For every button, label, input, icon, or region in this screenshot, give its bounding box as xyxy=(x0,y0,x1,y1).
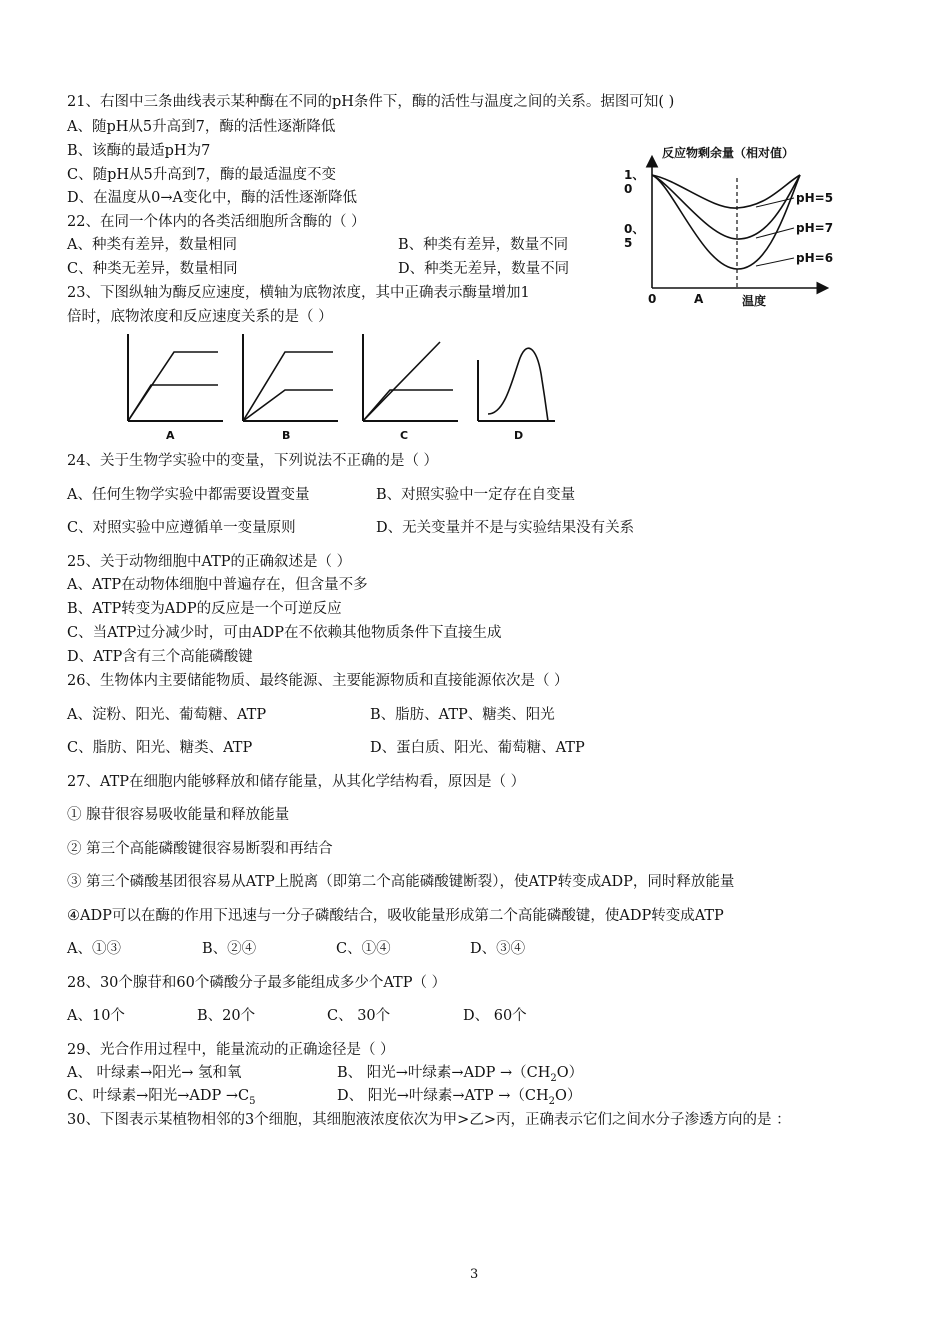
q25-option-c: C、当ATP过分减少时，可由ADP在不依赖其他物质条件下直接生成 xyxy=(67,625,502,641)
q21-y-top-label: 1、0 xyxy=(624,168,645,196)
q29-option-b: B、 阳光→叶绿素$\to ADP \to(CH_2O)$ xyxy=(337,1065,584,1084)
q28-option-a: A、10个 xyxy=(67,1008,125,1024)
q21-curve-label-ph5: pH=5 xyxy=(796,191,834,205)
q24-option-a: A、任何生物学实验中都需要设置变量 xyxy=(67,487,310,503)
q26-option-d: D、蛋白质、阳光、葡萄糖、ATP xyxy=(370,740,585,756)
q25-option-a: A、ATP在动物体细胞中普遍存在，但含量不多 xyxy=(67,577,368,593)
q23-graph-b xyxy=(243,334,338,421)
q27-stem: 27、ATP在细胞内能够释放和储存能量，从其化学结构看，原因是（ ） xyxy=(67,774,526,790)
q23-graph-c xyxy=(363,334,458,421)
q21-x-label: 温度 xyxy=(742,294,767,308)
q27-item-2: ② 第三个高能磷酸键很容易断裂和再结合 xyxy=(67,841,333,857)
q25-stem: 25、关于动物细胞中ATP的正确叙述是（ ） xyxy=(67,554,352,570)
q23-label-d: D xyxy=(514,429,524,442)
q21-figure xyxy=(618,140,838,315)
q23-stem-line2: 倍时，底物浓度和反应速度关系的是（ ） xyxy=(67,309,333,325)
q21-y-mid-label: 0、5 xyxy=(624,222,645,250)
q21-option-b: B、该酶的最适pH为7 xyxy=(67,143,211,159)
q22-stem: 22、在同一个体内的各类活细胞所含酶的（ ） xyxy=(67,214,366,230)
curve-ph5 xyxy=(652,175,800,208)
q27-item-4: ④ADP可以在酶的作用下迅速与一分子磷酸结合，吸收能量形成第二个高能磷酸键，使ADP转变成ATP xyxy=(67,908,724,924)
q28-option-c: C、 30个 xyxy=(327,1008,391,1024)
q23-graph-d xyxy=(478,348,555,421)
q24-option-c: C、对照实验中应遵循单一变量原则 xyxy=(67,520,296,536)
q26-option-a: A、淀粉、阳光、葡萄糖、ATP xyxy=(67,707,267,723)
q23-stem-line1: 23、下图纵轴为酶反应速度，横轴为底物浓度，其中正确表示酶量增加1 xyxy=(67,285,530,301)
q28-option-b: B、20个 xyxy=(197,1008,256,1024)
q24-stem: 24、关于生物学实验中的变量，下列说法不正确的是（ ） xyxy=(67,453,439,469)
q26-option-b: B、脂肪、ATP、糖类、阳光 xyxy=(370,707,555,723)
q23-graphs xyxy=(120,330,560,445)
q21-option-c: C、随pH从5升高到7，酶的最适温度不变 xyxy=(67,167,336,183)
q21-option-d: D、在温度从0→A变化中，酶的活性逐渐降低 xyxy=(67,190,357,206)
q29-option-d: D、 阳光→叶绿素$\to ATP \to(CH_2O)$ xyxy=(337,1088,582,1107)
q27-option-b: B、②④ xyxy=(202,941,257,957)
q23-label-b: B xyxy=(282,429,291,442)
q24-option-d: D、无关变量并不是与实验结果没有关系 xyxy=(376,520,635,536)
q23-label-a: A xyxy=(166,429,175,442)
curve-ph6 xyxy=(652,175,800,269)
q27-item-1: ① 腺苷很容易吸收能量和释放能量 xyxy=(67,807,290,823)
q23-label-c: C xyxy=(400,429,409,442)
q26-option-c: C、脂肪、阳光、糖类、ATP xyxy=(67,740,253,756)
q21-curve-label-ph7: pH=7 xyxy=(796,221,834,235)
q27-option-c: C、①④ xyxy=(336,941,391,957)
q28-option-d: D、 60个 xyxy=(463,1008,527,1024)
q25-option-d: D、ATP含有三个高能磷酸键 xyxy=(67,649,253,665)
q27-option-a: A、①③ xyxy=(67,941,121,957)
q23-graphs-svg xyxy=(120,330,560,445)
q21-option-a: A、随pH从5升高到7，酶的活性逐渐降低 xyxy=(67,119,336,135)
q30-stem: 30、下图表示某植物相邻的3个细胞，其细胞液浓度依次为甲>乙>丙，正确表示它们之间水分子渗透方向的是 ： xyxy=(67,1112,791,1128)
ph6-leader xyxy=(756,258,794,266)
q21-curve-label-ph6: pH=6 xyxy=(796,251,834,265)
q23-graph-a xyxy=(128,334,223,421)
q26-stem: 26、生物体内主要储能物质、最终能源、主要能源物质和直接能源依次是（ ） xyxy=(67,673,569,689)
q29-stem: 29、光合作用过程中，能量流动的正确途径是（ ） xyxy=(67,1042,395,1058)
q22-option-c: C、种类无差异，数量相同 xyxy=(67,261,238,277)
q22-option-a: A、种类有差异，数量相同 xyxy=(67,237,237,253)
q21-figure-title: 反应物剩余量（相对值） xyxy=(662,146,795,160)
q22-option-b: B、种类有差异，数量不同 xyxy=(398,237,569,253)
q21-x-point-a: A xyxy=(694,292,704,306)
q29-option-c: C、叶绿素→阳光$\to ADP \to C_5$ xyxy=(67,1088,256,1107)
q24-option-b: B、对照实验中一定存在自变量 xyxy=(376,487,576,503)
q21-stem: 21、右图中三条曲线表示某种酶在不同的pH条件下，酶的活性与温度之间的关系。据图可知( ) xyxy=(67,94,675,110)
page-number: 3 xyxy=(470,1267,479,1282)
q29-option-a: A、 叶绿素→阳光→ 氢和氧 xyxy=(67,1065,242,1081)
q27-option-d: D、③④ xyxy=(470,941,526,957)
q25-option-b: B、ATP转变为ADP的反应是一个可逆反应 xyxy=(67,601,342,617)
q27-item-3: ③ 第三个磷酸基团很容易从ATP上脱离（即第二个高能磷酸键断裂），使ATP转变成ADP，同时释放能量 xyxy=(67,874,735,890)
q28-stem: 28、30个腺苷和60个磷酸分子最多能组成多少个ATP（ ） xyxy=(67,975,447,991)
q21-x-origin: 0 xyxy=(648,292,657,306)
q22-option-d: D、种类无差异，数量不同 xyxy=(398,261,570,277)
